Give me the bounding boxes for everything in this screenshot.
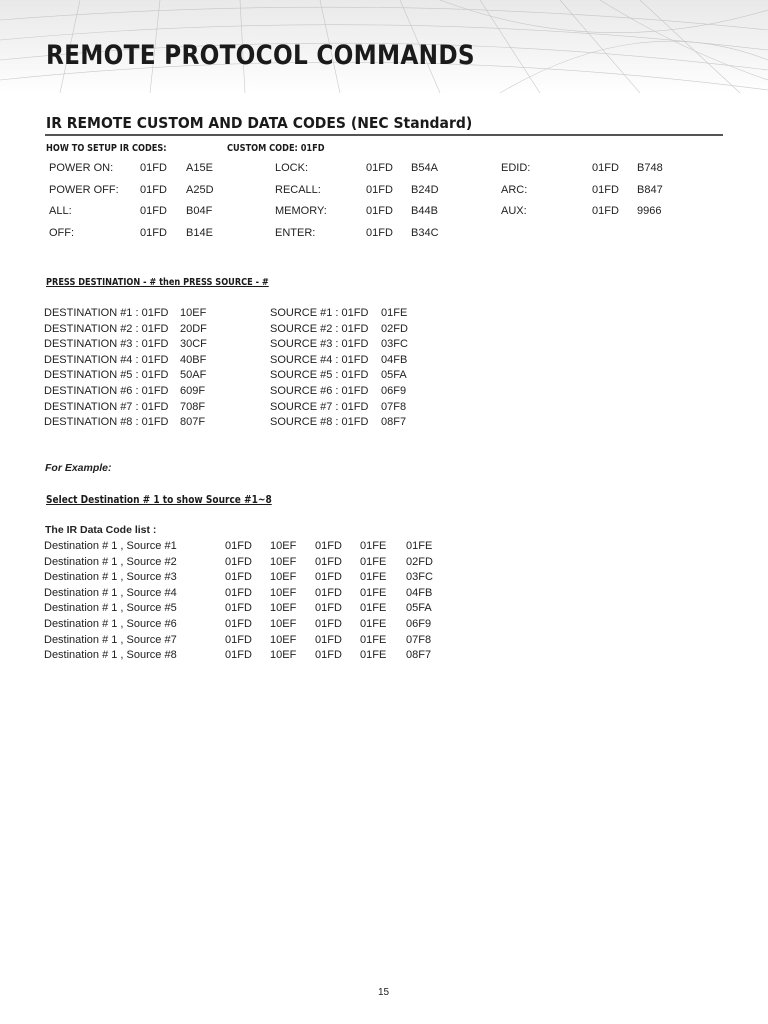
example-row-code: 10EF — [270, 555, 297, 568]
setup-command-name: AUX: — [501, 205, 527, 217]
example-row-code: 10EF — [270, 540, 297, 552]
setup-data-code: A15E — [186, 162, 213, 174]
source-code: 05FA — [381, 369, 407, 382]
example-row-code: 01FE — [360, 586, 387, 599]
example-row-code: 01FD — [315, 555, 342, 568]
source-label: SOURCE #4 : 01FD — [270, 353, 369, 366]
example-row-code: 03FC — [406, 571, 433, 584]
example-row-code: 01FE — [360, 633, 387, 646]
destination-code: 30CF — [180, 338, 207, 351]
custom-code-label: CUSTOM CODE: 01FD — [227, 143, 325, 154]
setup-command-name: RECALL: — [275, 183, 321, 196]
example-row-code: 01FD — [315, 602, 342, 615]
setup-custom-code: 01FD — [140, 183, 167, 196]
setup-data-code: B54A — [411, 162, 438, 174]
example-row-code: 10EF — [270, 633, 297, 646]
setup-command-name: EDID: — [501, 162, 531, 174]
example-row-code: 01FD — [225, 618, 252, 630]
destination-code: 10EF — [180, 307, 207, 319]
setup-custom-code: 01FD — [366, 162, 393, 174]
setup-command-name: MEMORY: — [275, 205, 327, 217]
example-row-code: 10EF — [270, 571, 297, 584]
example-label: For Example: — [45, 462, 112, 474]
setup-custom-code: 01FD — [366, 226, 393, 239]
example-row-code: 01FD — [315, 649, 342, 662]
source-code: 03FC — [381, 338, 408, 351]
example-row-label: Destination # 1 , Source #4 — [44, 586, 177, 599]
destination-label: DESTINATION #5 : 01FD — [44, 369, 169, 382]
example-row-code: 10EF — [270, 618, 297, 630]
example-row-label: Destination # 1 , Source #2 — [44, 555, 177, 568]
example-row-code: 06F9 — [406, 618, 432, 630]
destination-code: 708F — [180, 400, 206, 413]
setup-data-code: B24D — [411, 183, 439, 196]
page-title: REMOTE PROTOCOL COMMANDS — [46, 40, 475, 71]
example-row-code: 01FD — [225, 633, 252, 646]
example-row-code: 01FE — [360, 555, 387, 568]
setup-custom-code: 01FD — [140, 205, 167, 217]
section-title: IR REMOTE CUSTOM AND DATA CODES (NEC Standard) — [46, 114, 473, 132]
source-code: 07F8 — [381, 400, 407, 413]
example-row-code: 10EF — [270, 586, 297, 599]
setup-data-code: B34C — [411, 226, 439, 239]
example-row-code: 01FD — [315, 540, 342, 552]
example-row-code: 01FD — [225, 571, 252, 584]
setup-command-name: ALL: — [49, 205, 72, 217]
section-divider — [45, 134, 723, 136]
example-row-label: Destination # 1 , Source #5 — [44, 602, 177, 615]
example-row-code: 01FD — [315, 618, 342, 630]
setup-command-name: ARC: — [501, 183, 528, 196]
setup-custom-code: 01FD — [592, 183, 619, 196]
press-instruction: PRESS DESTINATION - # then PRESS SOURCE - # — [46, 277, 269, 288]
setup-data-code: 9966 — [637, 205, 662, 217]
setup-command-name: POWER OFF: — [49, 183, 119, 196]
destination-label: DESTINATION #1 : 01FD — [44, 307, 169, 319]
setup-data-code: A25D — [186, 183, 214, 196]
example-row-code: 10EF — [270, 649, 297, 662]
example-row-code: 02FD — [406, 555, 433, 568]
example-row-code: 07F8 — [406, 633, 432, 646]
source-code: 01FE — [381, 307, 408, 319]
example-row-label: Destination # 1 , Source #7 — [44, 633, 177, 646]
example-row-code: 01FE — [406, 540, 433, 552]
source-label: SOURCE #7 : 01FD — [270, 400, 369, 413]
example-row-code: 08F7 — [406, 649, 432, 662]
example-row-code: 01FE — [360, 571, 387, 584]
example-row-code: 01FD — [225, 649, 252, 662]
example-row-code: 01FD — [225, 586, 252, 599]
setup-custom-code: 01FD — [366, 183, 393, 196]
destination-code: 609F — [180, 385, 206, 397]
destination-code: 20DF — [180, 322, 207, 335]
source-label: SOURCE #8 : 01FD — [270, 416, 369, 429]
setup-command-name: POWER ON: — [49, 162, 114, 174]
example-row-label: Destination # 1 , Source #1 — [44, 540, 177, 552]
destination-label: DESTINATION #4 : 01FD — [44, 353, 169, 366]
example-row-code: 04FB — [406, 586, 433, 599]
example-row-code: 01FE — [360, 602, 387, 615]
setup-label: HOW TO SETUP IR CODES: — [46, 143, 167, 154]
setup-data-code: B847 — [637, 183, 663, 196]
example-row-code: 10EF — [270, 602, 297, 615]
setup-command-name: ENTER: — [275, 226, 316, 239]
source-label: SOURCE #2 : 01FD — [270, 322, 369, 335]
source-code: 08F7 — [381, 416, 407, 429]
example-row-label: Destination # 1 , Source #8 — [44, 649, 177, 662]
setup-data-code: B44B — [411, 205, 438, 217]
example-row-code: 01FE — [360, 649, 387, 662]
example-row-code: 01FD — [315, 571, 342, 584]
setup-data-code: B748 — [637, 162, 663, 174]
example-row-code: 01FD — [315, 586, 342, 599]
example-row-code: 05FA — [406, 602, 432, 615]
example-row-code: 01FD — [315, 633, 342, 646]
destination-label: DESTINATION #6 : 01FD — [44, 385, 169, 397]
setup-command-name: LOCK: — [275, 162, 309, 174]
setup-data-code: B14E — [186, 226, 213, 239]
example-row-code: 01FE — [360, 540, 387, 552]
example-row-label: Destination # 1 , Source #3 — [44, 571, 177, 584]
example-row-code: 01FE — [360, 618, 387, 630]
data-code-list-title: The IR Data Code list : — [45, 524, 157, 536]
destination-code: 40BF — [180, 353, 207, 366]
destination-code: 807F — [180, 416, 206, 429]
setup-custom-code: 01FD — [140, 226, 167, 239]
source-label: SOURCE #6 : 01FD — [270, 385, 369, 397]
example-row-code: 01FD — [225, 540, 252, 552]
setup-custom-code: 01FD — [366, 205, 393, 217]
setup-command-name: OFF: — [49, 226, 75, 239]
source-code: 04FB — [381, 353, 408, 366]
example-row-label: Destination # 1 , Source #6 — [44, 618, 177, 630]
example-row-code: 01FD — [225, 555, 252, 568]
destination-label: DESTINATION #8 : 01FD — [44, 416, 169, 429]
setup-custom-code: 01FD — [592, 205, 619, 217]
setup-data-code: B04F — [186, 205, 213, 217]
page-number: 15 — [378, 987, 390, 998]
source-label: SOURCE #1 : 01FD — [270, 307, 369, 319]
source-code: 06F9 — [381, 385, 407, 397]
source-code: 02FD — [381, 322, 408, 335]
example-row-code: 01FD — [225, 602, 252, 615]
destination-label: DESTINATION #2 : 01FD — [44, 322, 169, 335]
source-label: SOURCE #3 : 01FD — [270, 338, 369, 351]
setup-custom-code: 01FD — [592, 162, 619, 174]
select-destination-instruction: Select Destination # 1 to show Source #1~8 — [46, 493, 272, 506]
destination-code: 50AF — [180, 369, 207, 382]
destination-label: DESTINATION #3 : 01FD — [44, 338, 169, 351]
source-label: SOURCE #5 : 01FD — [270, 369, 369, 382]
destination-label: DESTINATION #7 : 01FD — [44, 400, 169, 413]
setup-custom-code: 01FD — [140, 162, 167, 174]
